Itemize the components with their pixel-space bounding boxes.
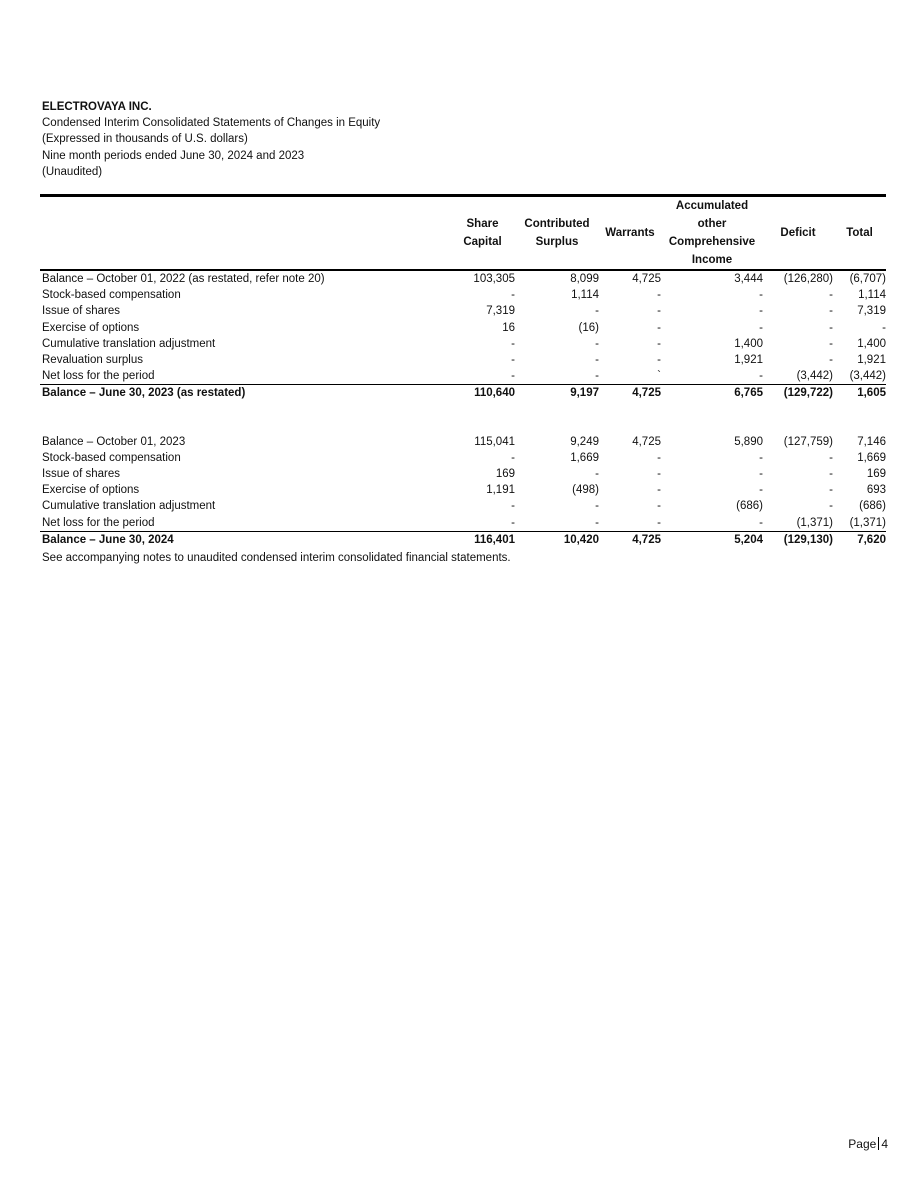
deficit-value: - <box>829 305 833 318</box>
row-label: Net loss for the period <box>42 370 155 383</box>
warrants-value: - <box>657 516 661 529</box>
deficit-value: - <box>829 321 833 334</box>
total-value: 1,921 <box>857 354 886 367</box>
table-row <box>40 320 886 336</box>
header-share-capital: Share Capital <box>463 218 502 248</box>
table-row <box>40 466 886 482</box>
statement-title: Condensed Interim Consolidated Statements of Changes in Equity <box>42 117 381 130</box>
aoci-value: - <box>759 484 763 497</box>
table-row <box>40 336 886 352</box>
header-contributed-surplus: Contributed Surplus <box>524 218 590 248</box>
contributed-surplus-value: - <box>595 305 599 318</box>
row-label: Cumulative translation adjustment <box>42 500 216 513</box>
aoci-value: 3,444 <box>734 273 763 285</box>
total-value: (6,707) <box>849 273 886 285</box>
table-row <box>40 515 886 532</box>
header-aoci: Accumulated other Comprehensive Income <box>668 200 756 266</box>
table-row <box>40 450 886 466</box>
equity-table <box>40 197 886 548</box>
warrants-value: - <box>657 500 661 513</box>
contributed-surplus-value: - <box>595 354 599 367</box>
page-separator <box>878 1137 879 1150</box>
deficit-value: (3,442) <box>796 370 833 383</box>
total-value: 7,620 <box>833 531 886 548</box>
table-row <box>40 303 886 319</box>
deficit-value: - <box>829 337 833 350</box>
total-row <box>40 531 886 548</box>
deficit-value: (127,759) <box>783 435 833 448</box>
aoci-value: 1,400 <box>734 337 763 350</box>
contributed-surplus-value: - <box>595 337 599 350</box>
row-label: Balance – June 30, 2024 <box>40 531 450 548</box>
contributed-surplus-value: 1,669 <box>570 451 599 464</box>
contributed-surplus-value: - <box>595 370 599 383</box>
aoci-value: 5,204 <box>661 531 763 548</box>
aoci-value: - <box>759 451 763 464</box>
deficit-value: (1,371) <box>796 516 833 529</box>
total-value: 1,400 <box>857 337 886 350</box>
row-label: Stock-based compensation <box>42 289 181 302</box>
share-capital-value: 169 <box>495 468 515 481</box>
total-row <box>40 385 886 402</box>
column-header-row <box>40 197 886 270</box>
total-value: (3,442) <box>849 370 886 383</box>
contributed-surplus-value: - <box>595 516 599 529</box>
total-value: 169 <box>866 468 886 481</box>
deficit-value: - <box>829 484 833 497</box>
total-value: 1,669 <box>857 451 886 464</box>
share-capital-value: - <box>511 370 515 383</box>
header-total: Total <box>846 227 873 239</box>
share-capital-value: - <box>511 516 515 529</box>
total-value: 7,146 <box>857 435 886 448</box>
aoci-value: - <box>759 289 763 302</box>
currency-note: (Expressed in thousands of U.S. dollars) <box>42 133 248 146</box>
share-capital-value: - <box>511 451 515 464</box>
warrants-value: 4,725 <box>632 273 661 285</box>
aoci-value: - <box>759 468 763 481</box>
contributed-surplus-value: - <box>595 500 599 513</box>
header-blank <box>40 197 450 270</box>
header-warrants: Warrants <box>605 227 655 239</box>
warrants-value: - <box>657 484 661 497</box>
deficit-value: - <box>829 354 833 367</box>
warrants-value: 4,725 <box>599 531 661 548</box>
warrants-value: - <box>657 321 661 334</box>
row-label: Issue of shares <box>42 468 120 481</box>
share-capital-value: - <box>511 500 515 513</box>
header-deficit: Deficit <box>780 227 816 239</box>
deficit-value: (129,722) <box>763 385 833 402</box>
equity-table-container <box>40 194 886 548</box>
aoci-value: - <box>759 370 763 383</box>
row-label: Stock-based compensation <box>42 451 181 464</box>
contributed-surplus-value: 9,197 <box>515 385 599 402</box>
table-row <box>40 498 886 514</box>
share-capital-value: 116,401 <box>450 531 515 548</box>
row-label: Exercise of options <box>42 321 140 334</box>
aoci-value: - <box>759 321 763 334</box>
deficit-value: - <box>829 451 833 464</box>
contributed-surplus-value: - <box>595 468 599 481</box>
audit-status: (Unaudited) <box>42 165 103 178</box>
share-capital-value: 115,041 <box>474 435 515 448</box>
warrants-value: ` <box>657 370 661 383</box>
share-capital-value: 110,640 <box>450 385 515 402</box>
warrants-value: - <box>657 337 661 350</box>
share-capital-value: 7,319 <box>486 305 515 318</box>
footnote: See accompanying notes to unaudited condensed interim consolidated financial statements. <box>42 552 511 564</box>
row-label: Exercise of options <box>42 484 140 497</box>
deficit-value: (129,130) <box>763 531 833 548</box>
period-2023-body <box>40 271 886 434</box>
deficit-value: - <box>829 289 833 302</box>
row-label: Balance – October 01, 2023 <box>42 435 186 448</box>
warrants-value: - <box>657 451 661 464</box>
share-capital-value: 16 <box>502 321 515 334</box>
deficit-value: (126,280) <box>783 273 833 285</box>
total-value: 1,114 <box>858 289 886 302</box>
row-label: Issue of shares <box>42 305 120 318</box>
table-row <box>40 271 886 287</box>
page-number <box>848 1137 888 1151</box>
warrants-value: - <box>657 289 661 302</box>
statement-header <box>42 99 380 180</box>
table-row <box>40 368 886 385</box>
period-note: Nine month periods ended June 30, 2024 and 2023 <box>42 149 305 162</box>
deficit-value: - <box>829 500 833 513</box>
share-capital-value: - <box>511 289 515 302</box>
contributed-surplus-value: 8,099 <box>570 273 599 285</box>
share-capital-value: - <box>511 337 515 350</box>
table-row <box>40 352 886 368</box>
period-2024-body <box>40 434 886 548</box>
warrants-value: 4,725 <box>599 385 661 402</box>
total-value: 7,319 <box>857 305 886 318</box>
total-value: - <box>882 321 886 334</box>
row-label: Net loss for the period <box>42 516 155 529</box>
share-capital-value: 1,191 <box>486 484 515 497</box>
share-capital-value: - <box>511 354 515 367</box>
contributed-surplus-value: 9,249 <box>570 435 599 448</box>
total-value: (1,371) <box>849 516 886 529</box>
contributed-surplus-value: 10,420 <box>515 531 599 548</box>
aoci-value: - <box>759 516 763 529</box>
table-row <box>40 287 886 303</box>
page-label: Page <box>848 1137 877 1151</box>
warrants-value: - <box>657 305 661 318</box>
aoci-value: 1,921 <box>734 354 763 367</box>
spacer-row <box>40 402 886 434</box>
deficit-value: - <box>829 468 833 481</box>
row-label: Balance – June 30, 2023 (as restated) <box>40 385 450 402</box>
row-label: Revaluation surplus <box>42 354 144 367</box>
table-row <box>40 482 886 498</box>
contributed-surplus-value: (498) <box>572 484 599 497</box>
total-value: 693 <box>866 484 886 497</box>
warrants-value: - <box>657 468 661 481</box>
table-row <box>40 434 886 450</box>
warrants-value: 4,725 <box>632 435 661 448</box>
aoci-value: (686) <box>736 500 763 513</box>
row-label: Cumulative translation adjustment <box>42 337 216 350</box>
aoci-value: 6,765 <box>661 385 763 402</box>
row-label: Balance – October 01, 2022 (as restated, refer note 20) <box>42 273 325 285</box>
contributed-surplus-value: 1,114 <box>571 289 599 302</box>
share-capital-value: 103,305 <box>473 273 515 285</box>
contributed-surplus-value: (16) <box>578 321 599 334</box>
aoci-value: - <box>759 305 763 318</box>
company-name: ELECTROVAYA INC. <box>42 101 152 113</box>
total-value: 1,605 <box>833 385 886 402</box>
aoci-value: 5,890 <box>734 435 763 448</box>
total-value: (686) <box>859 500 886 513</box>
page-number-value: 4 <box>881 1137 888 1151</box>
warrants-value: - <box>657 354 661 367</box>
